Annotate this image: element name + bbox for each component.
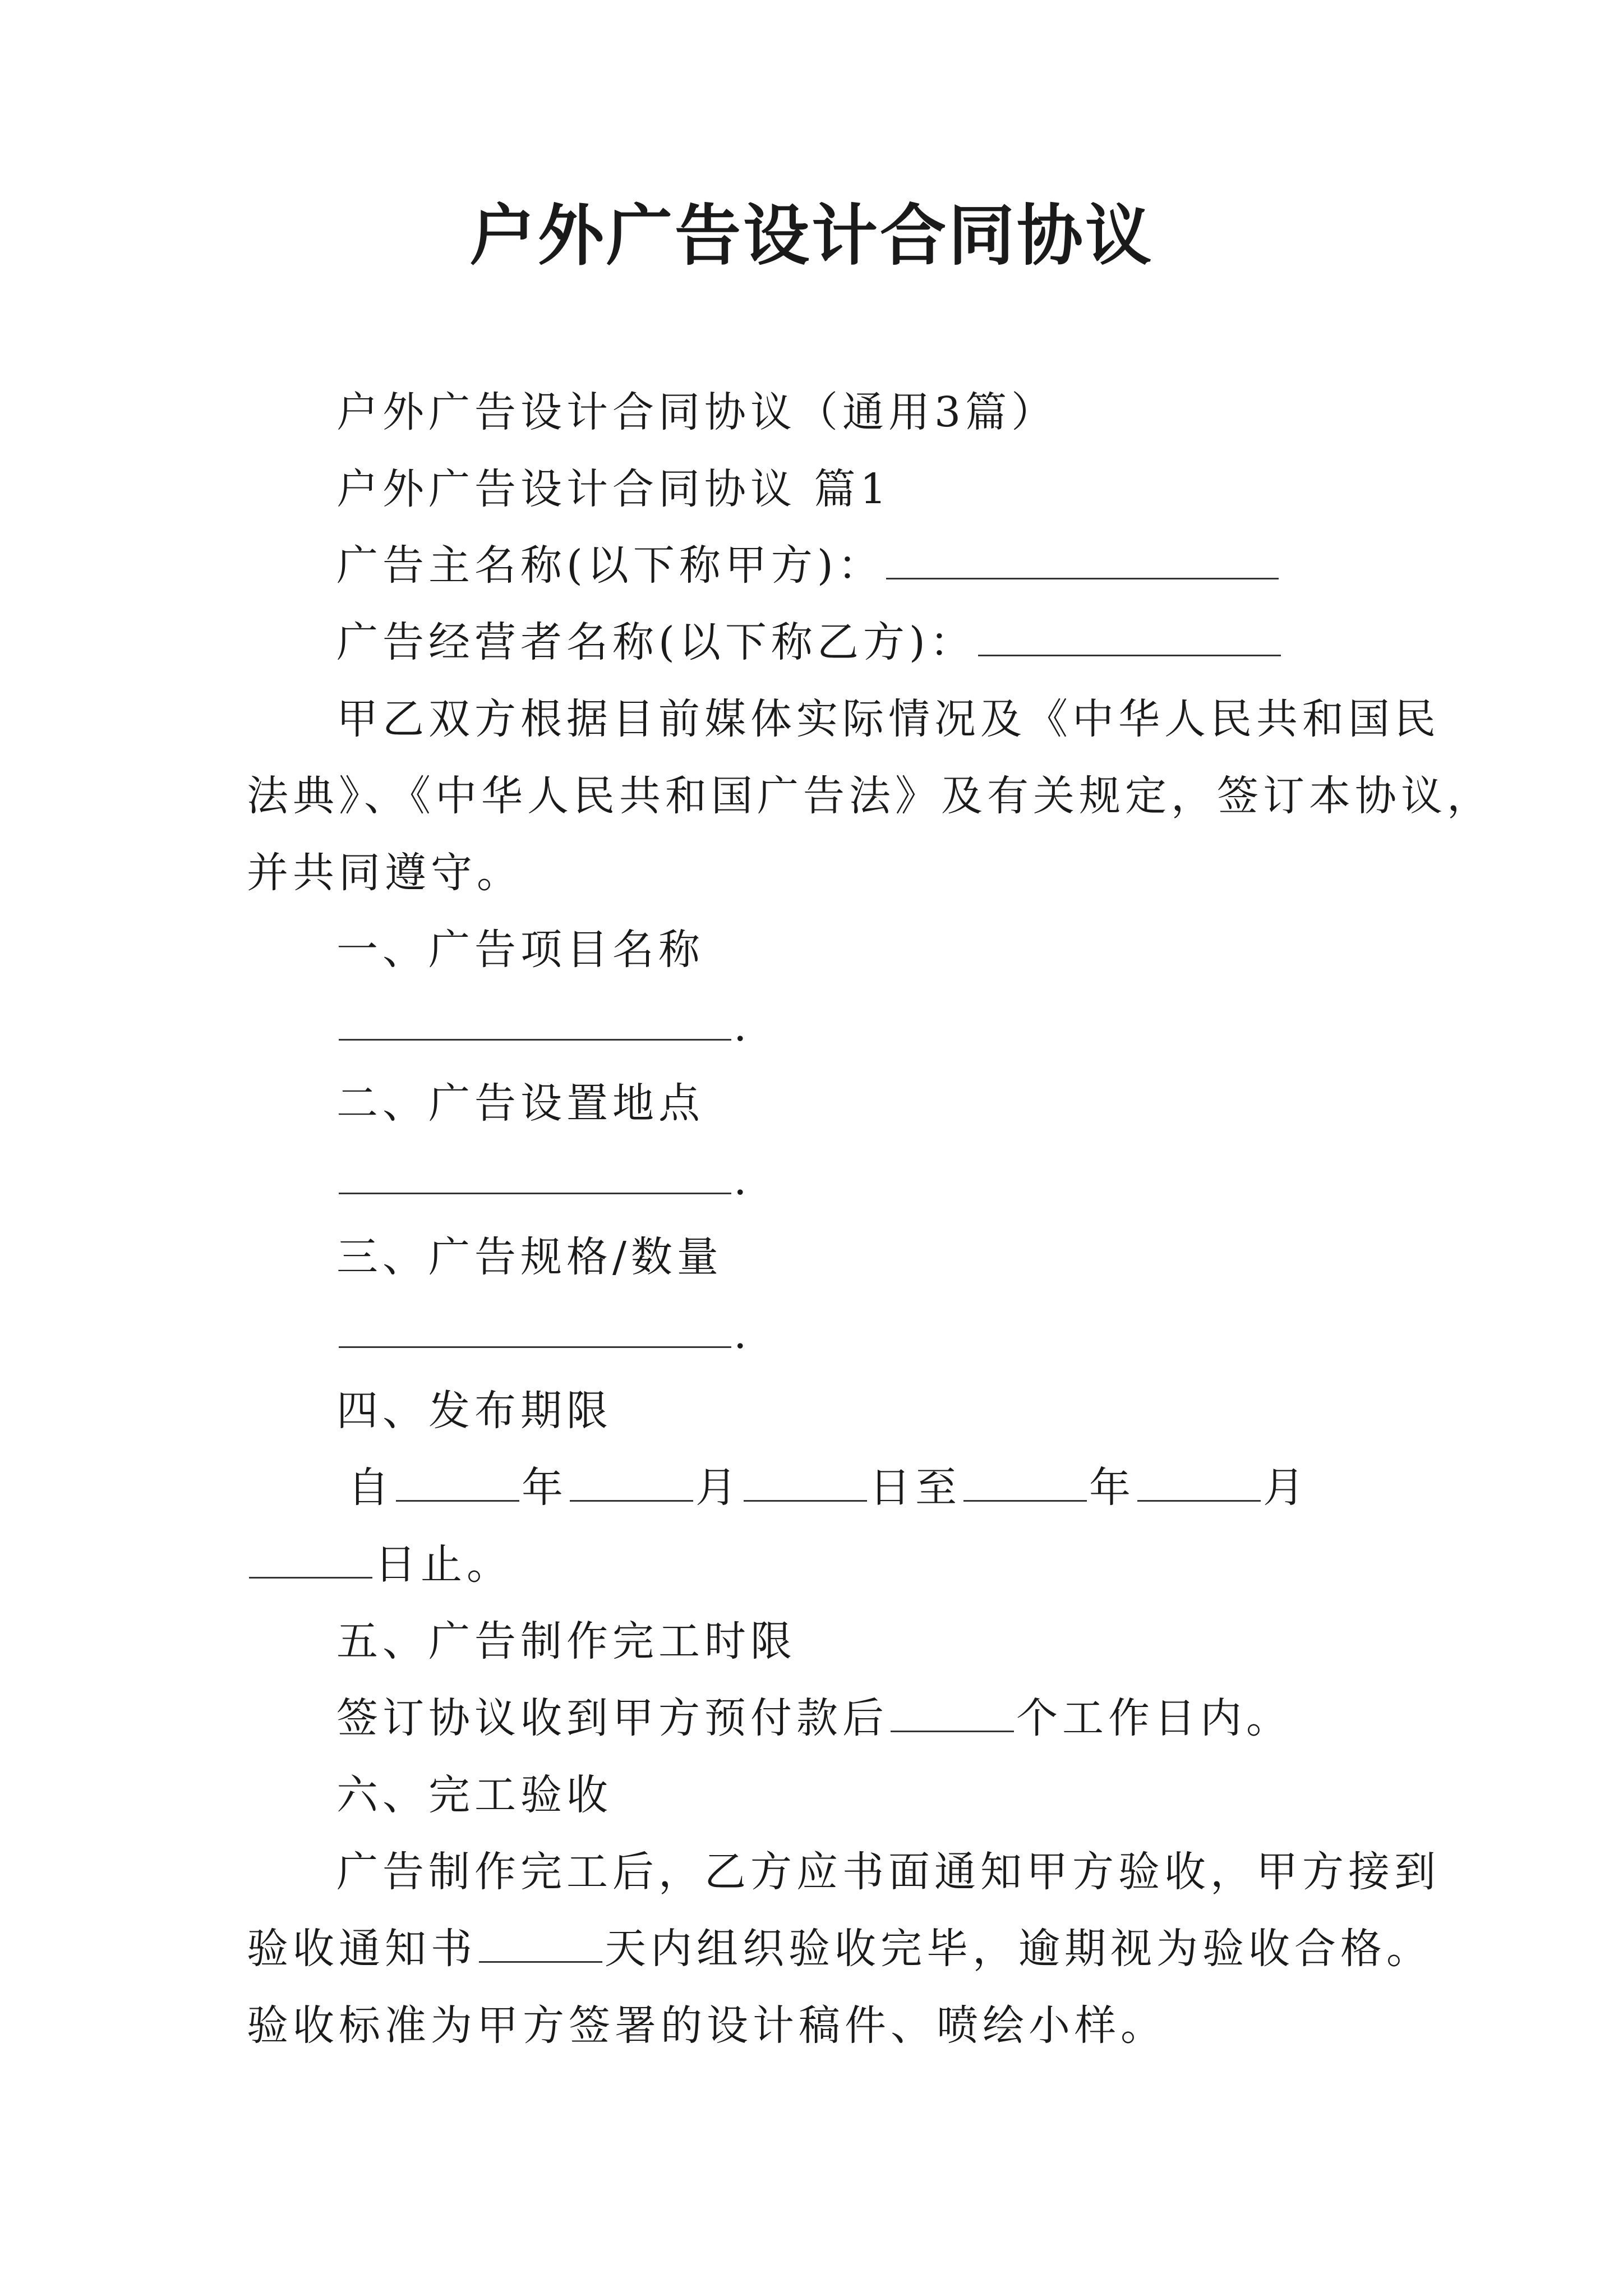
section-5-heading: 五、广告制作完工时限 xyxy=(336,1617,796,1665)
section-1-blank xyxy=(339,1000,731,1041)
period-start-year-blank xyxy=(396,1461,519,1502)
section-1-period: . xyxy=(734,1002,751,1051)
acceptance-text-b: 天内组织验收完毕，逾期视为验收合格。 xyxy=(605,1925,1432,1973)
acceptance-line-2 xyxy=(247,1921,1432,1977)
acceptance-days-blank xyxy=(479,1922,602,1963)
section-3-fill-line xyxy=(336,1306,751,1362)
section-1-fill-line xyxy=(336,999,751,1055)
party-b-blank xyxy=(978,615,1281,656)
section-3-blank xyxy=(339,1307,731,1348)
deadline-days-blank xyxy=(891,1691,1014,1732)
section-3-heading: 三、广告规格/数量 xyxy=(336,1233,723,1281)
period-line-1 xyxy=(348,1460,1309,1516)
article-heading: 户外广告设计合同协议 篇1 xyxy=(336,465,891,513)
acceptance-line-1: 广告制作完工后，乙方应书面通知甲方验收，甲方接到 xyxy=(336,1848,1440,1896)
preamble-line-2: 法典》、《中华人民共和国广告法》及有关规定，签订本协议， xyxy=(247,772,1493,820)
document-title: 户外广告设计合同协议 xyxy=(469,196,1154,274)
section-1-heading: 一、广告项目名称 xyxy=(336,926,704,974)
party-b-label: 广告经营者名称(以下称乙方)： xyxy=(336,618,976,666)
acceptance-line-3: 验收标准为甲方签署的设计稿件、喷绘小样。 xyxy=(247,2001,1166,2050)
period-from: 自 xyxy=(348,1464,394,1512)
deadline-text-b: 个工作日内。 xyxy=(1016,1694,1292,1742)
document-subtitle: 户外广告设计合同协议（通用3篇） xyxy=(336,388,1058,436)
section-2-heading: 二、广告设置地点 xyxy=(336,1079,704,1128)
party-a-label: 广告主名称(以下称甲方)： xyxy=(336,541,884,590)
section-2-period: . xyxy=(734,1156,751,1204)
period-year-2: 年 xyxy=(1089,1464,1135,1512)
preamble-line-3: 并共同遵守。 xyxy=(247,849,523,897)
period-line-2 xyxy=(247,1536,513,1593)
section-2-fill-line xyxy=(336,1152,751,1208)
period-month-2: 月 xyxy=(1263,1464,1309,1512)
period-start-month-blank xyxy=(570,1461,693,1502)
period-year-1: 年 xyxy=(522,1464,568,1512)
period-end-month-blank xyxy=(1137,1461,1261,1502)
party-a-blank xyxy=(886,539,1279,579)
section-6-heading: 六、完工验收 xyxy=(336,1771,612,1819)
party-b-line xyxy=(336,614,1283,670)
period-end-day-blank xyxy=(249,1538,372,1579)
period-start-day-blank xyxy=(744,1461,867,1502)
period-end-year-blank xyxy=(963,1461,1087,1502)
section-3-period: . xyxy=(734,1310,751,1358)
period-month-1: 月 xyxy=(695,1464,741,1512)
party-a-line xyxy=(336,537,1281,593)
acceptance-text-a: 验收通知书 xyxy=(247,1925,477,1973)
section-4-heading: 四、发布期限 xyxy=(336,1387,612,1435)
preamble-line-1: 甲乙双方根据目前媒体实际情况及《中华人民共和国民 xyxy=(336,695,1440,743)
deadline-text-a: 签订协议收到甲方预付款后 xyxy=(336,1694,888,1742)
deadline-line xyxy=(336,1690,1292,1746)
period-day-to: 日至 xyxy=(869,1464,961,1512)
section-2-blank xyxy=(339,1153,731,1194)
period-day-end: 日止。 xyxy=(375,1540,513,1589)
